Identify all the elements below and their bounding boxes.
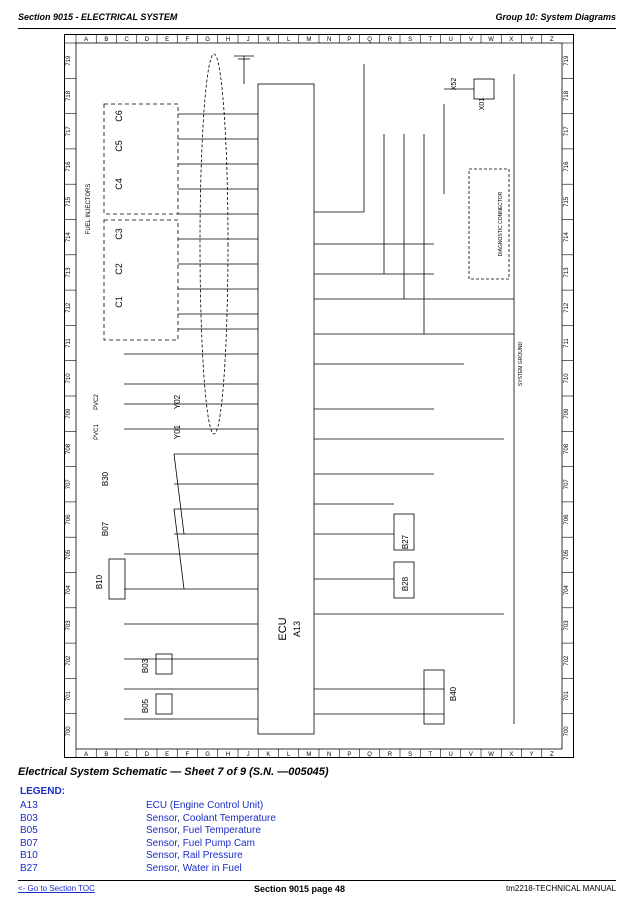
component-label: X52 [451, 77, 458, 91]
row-label: 705 [564, 549, 570, 560]
column-label: N [326, 752, 332, 758]
row-label: 700 [66, 726, 72, 737]
row-label: 708 [564, 443, 570, 454]
column-label: F [185, 37, 190, 43]
row-label: 704 [66, 585, 72, 596]
component-label: B30 [101, 471, 110, 487]
row-label: 703 [66, 620, 72, 631]
column-label: Q [367, 752, 372, 758]
column-label: H [225, 37, 231, 43]
row-label: 715 [564, 196, 570, 207]
legend [20, 800, 420, 876]
column-label: D [144, 37, 150, 43]
legend-item [20, 838, 420, 851]
component-label: Y02 [173, 394, 182, 410]
row-label: 715 [66, 196, 72, 207]
column-label: X [509, 752, 514, 758]
injector-label: C3 [114, 228, 124, 240]
column-label: E [165, 752, 170, 758]
column-label: S [408, 37, 413, 43]
column-label: N [326, 37, 332, 43]
footer-rule [18, 880, 616, 881]
column-label: G [205, 752, 210, 758]
column-label: C [124, 752, 129, 758]
column-label: M [306, 752, 312, 758]
column-label: V [468, 37, 473, 43]
row-label: 700 [564, 726, 570, 737]
row-label: 703 [564, 620, 570, 631]
column-label: E [165, 37, 170, 43]
row-label: 712 [564, 302, 570, 313]
injector-label: C2 [114, 263, 124, 275]
row-label: 706 [564, 514, 570, 525]
component-label: B03 [141, 658, 150, 674]
legend-desc: Sensor, Coolant Temperature [146, 812, 276, 824]
column-label: G [205, 37, 210, 43]
ecu-id: A13 [292, 620, 302, 638]
column-label: F [185, 752, 190, 758]
legend-desc: Sensor, Fuel Pump Cam [146, 837, 255, 849]
row-label: 706 [66, 514, 72, 525]
injector-label: C1 [114, 296, 124, 308]
column-label: H [225, 752, 231, 758]
column-label: B [104, 752, 109, 758]
row-label: 710 [564, 373, 570, 384]
row-label: 709 [564, 408, 570, 419]
column-label: P [347, 752, 352, 758]
section-title: Section 9015 - ELECTRICAL SYSTEM [18, 12, 178, 22]
row-label: 708 [66, 443, 72, 454]
component-label: B40 [449, 686, 458, 702]
fuel-injectors-label: FUEL INJECTORS [86, 183, 92, 235]
column-label: M [306, 37, 312, 43]
row-label: 707 [66, 479, 72, 490]
column-label: Y [529, 37, 534, 43]
header-rule [18, 28, 616, 29]
row-label: 712 [66, 302, 72, 313]
diag-connector-label: DIAGNOSTIC CONNECTOR [498, 191, 504, 257]
row-label: 713 [564, 267, 570, 278]
frame-border [65, 35, 574, 758]
column-label: T [428, 37, 433, 43]
column-label: R [387, 37, 393, 43]
component-label: Y01 [173, 424, 182, 440]
injector-label: C5 [114, 140, 124, 152]
row-label: 707 [564, 479, 570, 490]
legend-desc: Sensor, Water in Fuel [146, 862, 242, 874]
page-header [18, 12, 616, 26]
component-label: B05 [141, 698, 150, 714]
component-label: B10 [95, 574, 104, 590]
legend-item [20, 850, 420, 863]
column-label: T [428, 752, 433, 758]
legend-code: B07 [20, 837, 38, 849]
row-label: 719 [564, 55, 570, 66]
column-label: K [266, 752, 271, 758]
row-label: 701 [66, 691, 72, 702]
column-label: B [104, 37, 109, 43]
row-label: 714 [66, 232, 72, 243]
row-label: 711 [66, 338, 72, 348]
column-label: J [246, 37, 250, 43]
column-label: A [84, 752, 89, 758]
legend-desc: ECU (Engine Control Unit) [146, 800, 264, 811]
legend-title: LEGEND: [20, 786, 65, 797]
component-label: PVC1 [94, 424, 100, 440]
column-label: Z [550, 752, 554, 758]
figure-caption: Electrical System Schematic — Sheet 7 of 9 (S.N. —005045) [18, 766, 329, 778]
toc-link[interactable]: <- Go to Section TOC [18, 884, 95, 893]
ecu-label: ECU [277, 617, 289, 641]
column-label: P [347, 37, 352, 43]
column-label: W [488, 752, 494, 758]
injector-label: C4 [114, 178, 124, 190]
column-label: Q [367, 37, 372, 43]
column-label: L [286, 37, 291, 43]
row-label: 709 [66, 408, 72, 419]
row-label: 714 [564, 232, 570, 243]
component-label: PVC2 [94, 394, 100, 410]
column-label: K [266, 37, 271, 43]
legend-item [20, 800, 420, 813]
frame-inner [76, 43, 562, 749]
schematic-frame [64, 34, 574, 758]
row-label: 702 [66, 655, 72, 666]
row-label: 718 [564, 90, 570, 101]
column-label: Z [550, 37, 554, 43]
row-label: 702 [564, 655, 570, 666]
column-label: D [144, 752, 150, 758]
row-label: 719 [66, 55, 72, 66]
row-label: 713 [66, 267, 72, 278]
column-label: V [468, 752, 473, 758]
legend-code: A13 [20, 800, 38, 811]
row-label: 716 [564, 161, 570, 172]
legend-item [20, 863, 420, 876]
row-label: 710 [66, 373, 72, 384]
legend-item [20, 813, 420, 826]
group-title: Group 10: System Diagrams [495, 12, 616, 22]
column-label: C [124, 37, 129, 43]
page-number: Section 9015 page 48 [254, 884, 346, 894]
column-label: S [408, 752, 413, 758]
row-label: 701 [564, 691, 570, 702]
column-label: Y [529, 752, 534, 758]
row-label: 711 [564, 338, 570, 348]
component-label: B07 [101, 521, 110, 537]
legend-desc: Sensor, Rail Pressure [146, 850, 243, 862]
manual-id: tm2218-TECHNICAL MANUAL [506, 884, 616, 893]
column-label: J [246, 752, 250, 758]
column-label: X [509, 37, 514, 43]
column-label: R [387, 752, 393, 758]
component-label: X01 [479, 97, 486, 111]
legend-code: B27 [20, 862, 38, 874]
electrical-schematic [64, 34, 574, 758]
legend-code: B10 [20, 850, 38, 862]
injector-label: C6 [114, 110, 124, 122]
component-label: B27 [401, 534, 410, 550]
legend-desc: Sensor, Fuel Temperature [146, 825, 261, 837]
system-ground-label: SYSTEM GROUND [518, 341, 524, 387]
wiring [104, 54, 514, 734]
row-label: 718 [66, 90, 72, 101]
column-label: U [448, 37, 453, 43]
component-label: B28 [401, 576, 410, 592]
column-label: L [286, 752, 291, 758]
row-label: 717 [564, 126, 570, 137]
row-label: 705 [66, 549, 72, 560]
column-label: W [488, 37, 494, 43]
column-label: U [448, 752, 453, 758]
legend-code: B03 [20, 812, 38, 824]
row-label: 717 [66, 126, 72, 137]
schematic-labels [86, 78, 524, 713]
column-label: A [84, 37, 89, 43]
legend-item [20, 825, 420, 838]
row-label: 716 [66, 161, 72, 172]
row-label: 704 [564, 585, 570, 596]
legend-code: B05 [20, 825, 38, 837]
